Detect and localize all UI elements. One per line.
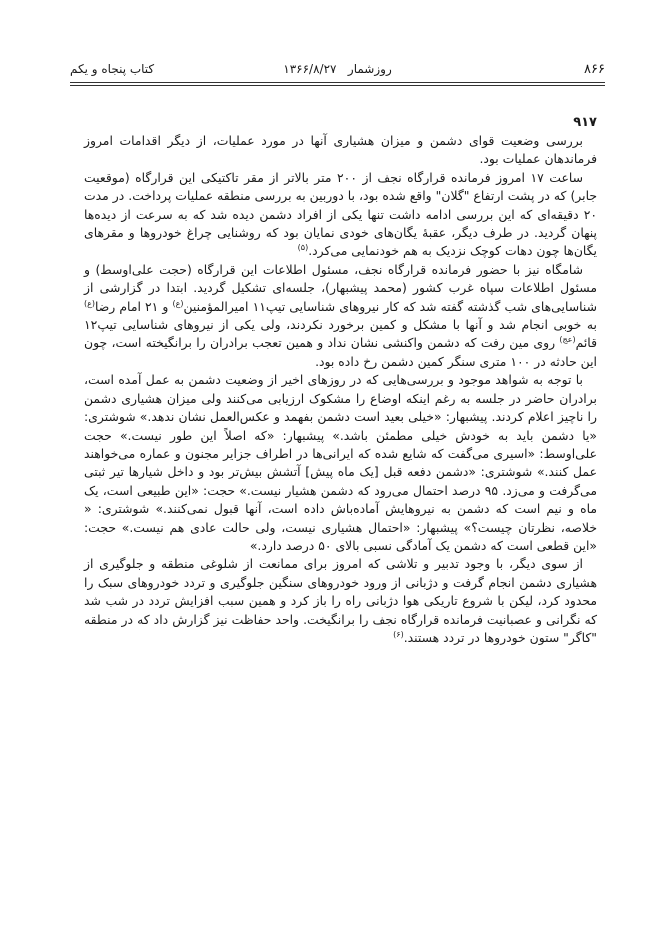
paragraph-text: از سوی دیگر، با وجود تدبیر و تلاشی که امروز برای ممانعت از شلوغی منطقه و جلوگیری از هشیاری دشمن انجام گرفت و دژبانی از ورود خودروهای سنگین جلوگیری و تردد خودروهای سبک را محدود کرد، لیکن با شروع تاریکی هوا دژبانی راه را باز کرد و همین سبب افزایش تردد در شب شد که نگرانی و عصبانیت فرمانده قرارگاه نجف را برانگیخت. واحد حفاظت نیز گزارش داد که در منطقه "کاگر" ستون خودروها در تردد هستند. <box>84 556 597 645</box>
header-rule <box>70 82 605 83</box>
paragraph-text: بررسی وضعیت قوای دشمن و میزان هشیاری آنها در مورد عملیات، از دیگر اقدامات امروز فرماندهان عملیات بود. <box>84 133 597 167</box>
paragraph-text: شامگاه نیز با حضور فرمانده قرارگاه نجف، مسئول اطلاعات این قرارگاه (حجت علی‌اوسط) و مسئول اطلاعات سپاه غرب کشور (محمد پیشبهار)، جلسه‌ای تشکیل گردید. ابتدا در گزارشی از شناسایی‌های شب گذشته گفته شد که کار نیروهای شناسایی تیپ۱۱ امیرالمؤمنین <box>84 261 597 314</box>
header-date-value: ۱۳۶۶/۸/۲۷ <box>283 62 337 76</box>
paragraph <box>84 555 597 647</box>
paragraph-text: با توجه به شواهد موجود و بررسی‌هایی که در روزهای اخیر از وضعیت دشمن به عمل آمده است، برادران حاضر در جلسه به رغم اینکه اوضاع را مشکوک ارزیابی می‌کنند ولی میزان هشیاری دشمن را ناچیز اعلام کردند. پیشبهار: «خیلی بعید است دشمن بفهمد و عکس‌العمل نشان ندهد.» شوشتری: «یا دشمن باید به خودش خیلی مطمئن باشد.» پیشبهار: «که اصلاً این طور نیست.» حجت علی‌اوسط: «اسیری می‌گفت که شایع شده که ایرانی‌ها در اطراف جزایر مجنون و عماره می‌خواهند عمل کنند.» شوشتری: «دشمن دفعه قبل [یک ماه پیش] آتشش بیش‌تر بود و داخل شیارها تیر ثبتی می‌گرفت و می‌زد. ۹۵ درصد احتمال می‌رود که دشمن هشیار نیست.» حجت: «این طبیعی است، یک ماه و نیم است که دشمن به نیروهایش آماده‌باش داده است، آنها قبول نمی‌کنند.» شوشتری: « خلاصه، نظرتان چیست؟» پیشبهار: «احتمال هشیاری نیست، ولی حالت عادی هم نیست.» حجت: «این قطعی است که دشمن یک آمادگی نسبی بالای ۵۰ درصد دارد.» <box>84 372 597 553</box>
header-rule-second <box>70 85 605 86</box>
footnote-marker: (۶) <box>393 629 404 639</box>
page-number: ۸۶۶ <box>584 62 605 77</box>
honorific-marker: (ع) <box>172 298 184 308</box>
paragraph <box>84 132 597 169</box>
paragraph-text: ساعت ۱۷ امروز فرمانده قرارگاه نجف از ۲۰۰ متر بالاتر از مقر تاکتیکی این قرارگاه (موقعیت جابر) که در پشت ارتفاع "گلان" واقع شده بود، با دوربین به بررسی منطقه عملیات پرداخت. در مدت ۲۰ دقیقه‌ای که این بررسی ادامه داشت تنها یکی از افراد دشمن دیده شد که به سرعت از دیده‌ها پنهان گردید. در طرف دیگر، عقبهٔ یگان‌های خودی نمایان بود که روشنایی چراغ خودروها و مقرهای یگان‌ها چون دهات کوچک نزدیک به هم خودنمایی می‌کرد. <box>84 169 597 259</box>
paragraph <box>84 169 597 261</box>
header-label: روزشمار <box>347 62 392 76</box>
footnote-marker: (۵) <box>297 243 309 253</box>
honorific-marker: (عج) <box>559 335 576 345</box>
paragraph-text: روی مین رفت که دشمن واکنشی نشان نداد و همین تعجب برادران را برانگیخته است، چون این حادثه در ۱۰۰ متری سنگر کمین دشمن رخ داده بود. <box>84 335 597 369</box>
paragraph-text: و ۲۱ امام رضا <box>95 298 173 314</box>
paragraph <box>84 261 597 371</box>
section-number: ۹۱۷ <box>573 115 597 130</box>
book-title: کتاب پنجاه و یکم <box>70 62 155 76</box>
honorific-marker: (ع) <box>84 298 96 308</box>
book-page <box>70 0 605 941</box>
page-body <box>84 114 597 647</box>
paragraph <box>84 371 597 555</box>
paragraph-text: به خوبی انجام شد و آنها با مشکل و کمین برخورد نکردند، ولی یکی از نیروهای شناسایی تیپ۱۲ قائم <box>84 317 597 351</box>
